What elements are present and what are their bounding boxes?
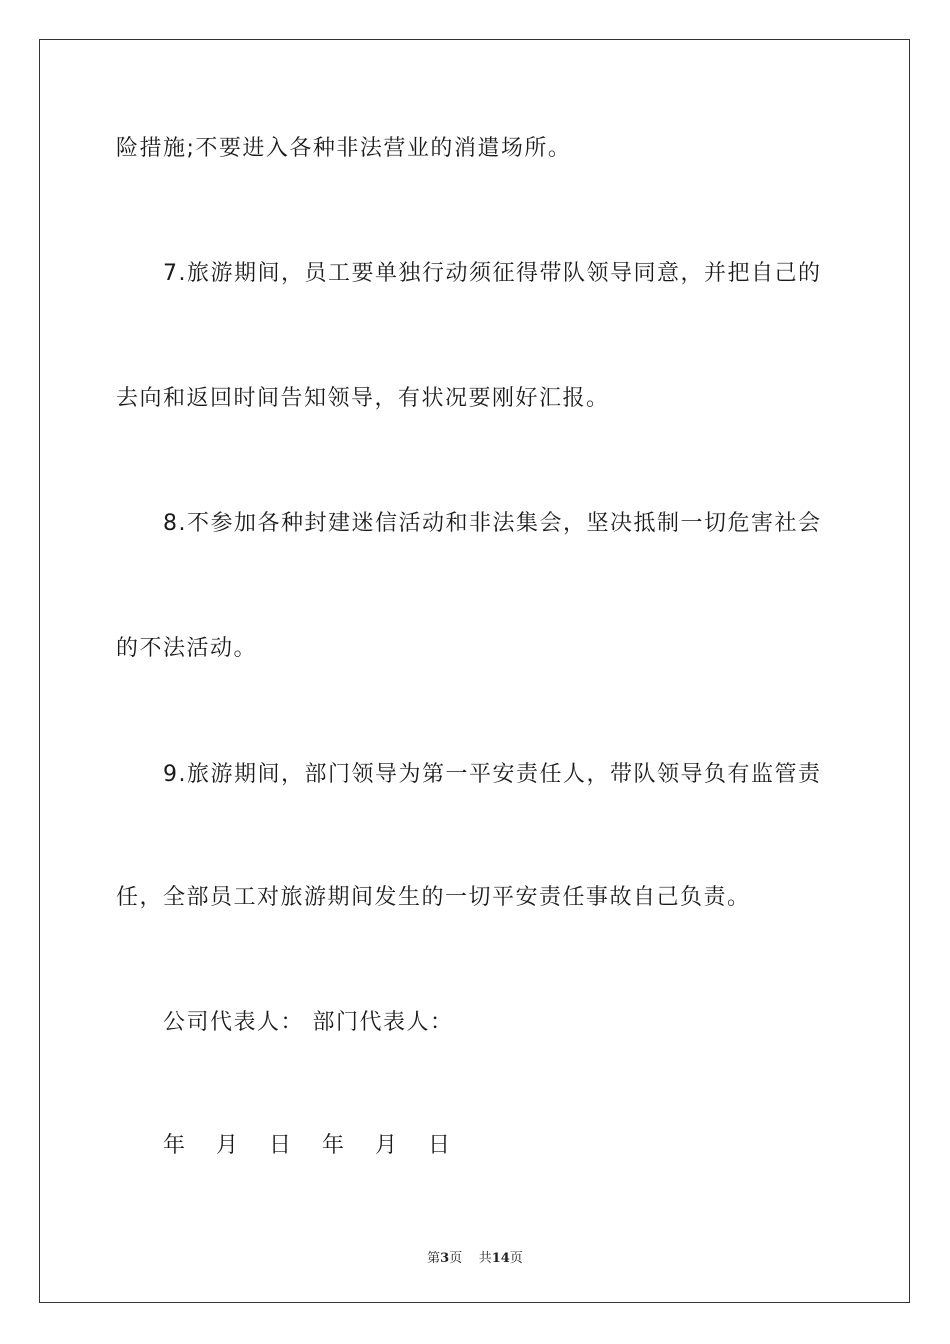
text-line-1: 险措施;不要进入各种非法营业的消遣场所。 bbox=[116, 136, 572, 161]
footer-page-prefix: 第 bbox=[427, 1251, 441, 1266]
page-border bbox=[39, 39, 910, 1303]
page-footer bbox=[0, 1247, 950, 1266]
text-line-3: 去向和返回时间告知领导，有状况要刚好汇报。 bbox=[116, 386, 610, 411]
footer-total-prefix: 共 bbox=[478, 1251, 492, 1266]
text-line-item-8: 8.不参加各种封建迷信活动和非法集会，坚决抵制一切危害社会 bbox=[163, 511, 822, 536]
text-line-5: 的不法活动。 bbox=[116, 636, 258, 661]
footer-total-pages: 14 bbox=[491, 1251, 510, 1266]
text-line-item-7: 7.旅游期间，员工要单独行动须征得带队领导同意，并把自己的 bbox=[163, 261, 822, 286]
text-line-7: 任，全部员工对旅游期间发生的一切平安责任事故自己负责。 bbox=[116, 885, 751, 910]
text-line-item-9: 9.旅游期间，部门领导为第一平安责任人，带队领导负有监管责 bbox=[163, 762, 822, 787]
footer-total-suffix: 页 bbox=[509, 1251, 523, 1266]
signature-date-line: 年 月 日 年 月 日 bbox=[163, 1133, 462, 1158]
signature-representatives-line: 公司代表人： 部门代表人： bbox=[163, 1010, 454, 1035]
footer-page-number: 3 bbox=[440, 1251, 450, 1266]
footer-page-suffix: 页 bbox=[449, 1251, 463, 1266]
